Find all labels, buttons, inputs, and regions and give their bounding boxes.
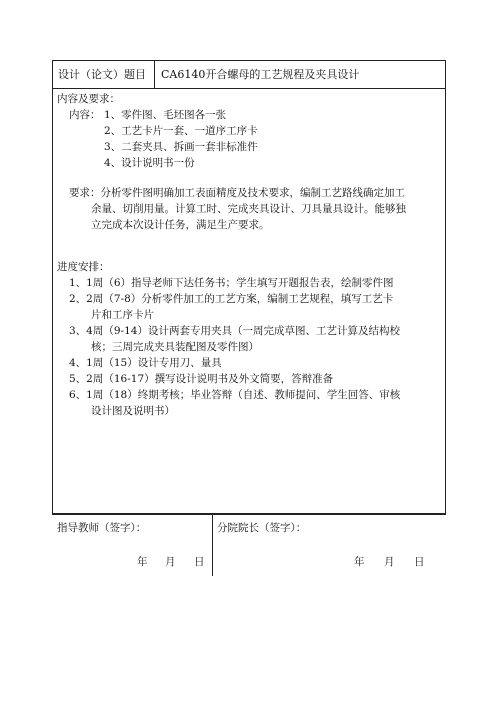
teacher-date-month: 月 bbox=[165, 556, 176, 568]
content-item: 4、设计说明书一份 bbox=[104, 157, 195, 169]
schedule-line: 片和工序卡片 bbox=[91, 309, 154, 321]
teacher-signature-label: 指导教师（签字）： bbox=[57, 522, 147, 534]
task-form-table bbox=[52, 60, 446, 568]
content-label: 内容： bbox=[69, 109, 101, 121]
dean-date-year: 年 bbox=[354, 556, 365, 568]
content-heading: 内容及要求： bbox=[57, 93, 120, 105]
title-row bbox=[53, 61, 445, 89]
schedule-heading: 进度安排： bbox=[57, 261, 110, 273]
content-item: 2、工艺卡片一套、一道序工序卡 bbox=[104, 125, 258, 137]
dean-date-day: 日 bbox=[414, 556, 425, 568]
dean-signature-cell bbox=[213, 514, 445, 576]
schedule-line: 6、1周（18）终期考核；毕业答辩（自述、教师提问、学生回答、审核 bbox=[69, 389, 401, 401]
content-item: 3、二套夹具、拆画一套非标准件 bbox=[104, 141, 258, 153]
requirements-line: 余量、切削用量。计算工时、完成夹具设计、刀具量具设计。能够独 bbox=[91, 203, 406, 215]
schedule-line: 设计图及说明书） bbox=[91, 405, 175, 417]
teacher-date-day: 日 bbox=[194, 556, 205, 568]
teacher-signature-cell bbox=[53, 514, 213, 576]
schedule-line: 1、1周（6）指导老师下达任务书；学生填写开题报告表，绘制零件图 bbox=[69, 277, 394, 289]
schedule-line: 4、1周（15）设计专用刀、量具 bbox=[69, 357, 222, 369]
dean-signature-label: 分院院长（签字）： bbox=[217, 522, 307, 534]
schedule-line: 核；三周完成夹具装配图及零件图） bbox=[91, 341, 259, 353]
content-item: 1、零件图、毛坯图各一张 bbox=[104, 109, 227, 121]
title-label: 设计（论文）题目 bbox=[53, 61, 155, 88]
teacher-date-year: 年 bbox=[137, 556, 148, 568]
requirements-line: 要求：分析零件图明确加工表面精度及技术要求，编制工艺路线确定加工 bbox=[69, 187, 405, 199]
schedule-line: 5、2周（16-17）撰写设计说明书及外文简要，答辩准备 bbox=[69, 373, 334, 385]
signature-row bbox=[53, 513, 445, 576]
requirements-line: 立完成本次设计任务，满足生产要求。 bbox=[91, 219, 270, 231]
content-section bbox=[53, 89, 445, 516]
dean-date-month: 月 bbox=[384, 556, 395, 568]
schedule-line: 2、2周（7-8）分析零件加工的工艺方案，编制工艺规程，填写工艺卡 bbox=[69, 293, 394, 305]
title-value: CA6140开合螺母的工艺规程及夹具设计 bbox=[161, 68, 360, 81]
schedule-line: 3、4周（9-14）设计两套专用夹具（一周完成草图、工艺计算及结构校 bbox=[69, 325, 400, 337]
